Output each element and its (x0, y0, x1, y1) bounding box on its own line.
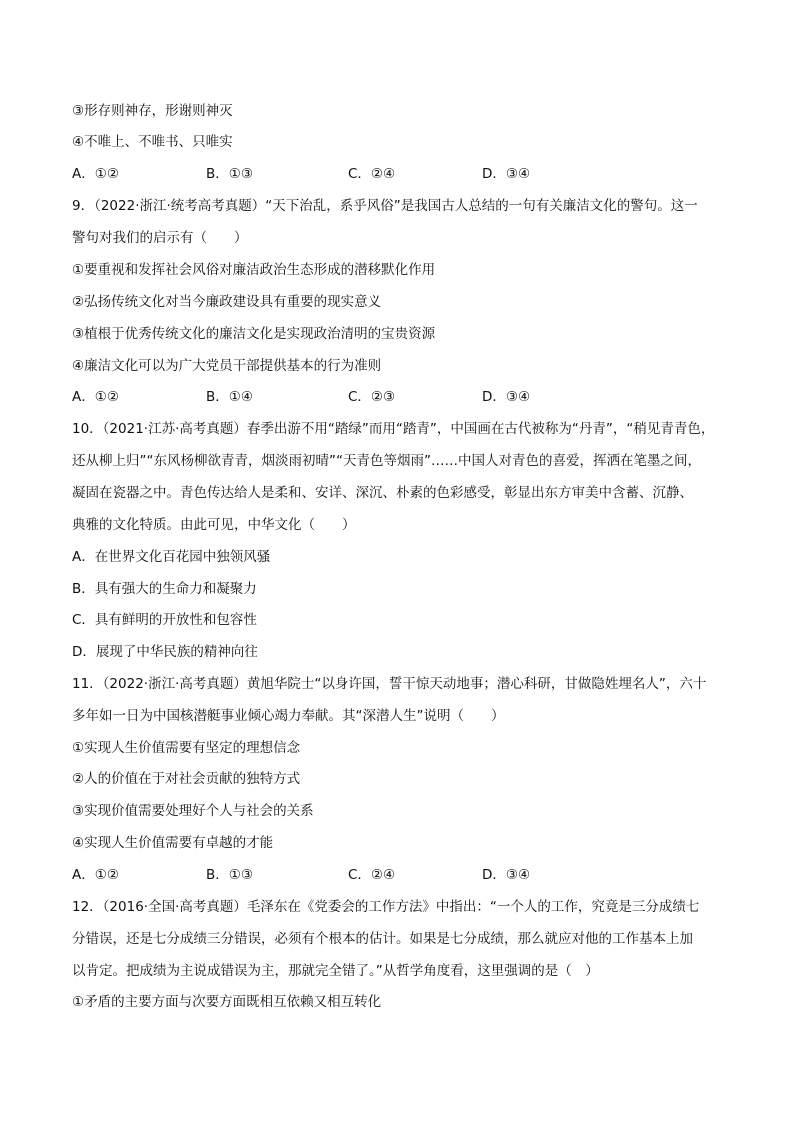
q8-statement-3: ③形存则神存，形谢则神灭 (72, 103, 233, 119)
q11-option-c: C．②④ (348, 867, 396, 883)
q11-option-b: B．①③ (206, 867, 253, 883)
q10-option-a: A．在世界文化百花园中独领风骚 (72, 549, 271, 565)
q11-statement-2: ②人的价值在于对社会贡献的独特方式 (72, 771, 301, 787)
q9-stem-line-1: 9．（2022·浙江·统考高考真题）“天下治乱，系乎风俗”是我国古人总结的一句有关廉洁文化的警句。这一 (72, 198, 698, 214)
q11-stem-line-1: 11．（2022·浙江·高考真题）黄旭华院士“以身许国，誓干惊天动地事；潜心科研，甘做隐姓埋名人”，六十 (72, 676, 707, 692)
q10-option-b: B．具有强大的生命力和凝聚力 (72, 581, 257, 597)
q11-statement-1: ①实现人生价值需要有坚定的理想信念 (72, 740, 301, 756)
q8-statement-4: ④不唯上、不唯书、只唯实 (72, 134, 233, 150)
q10-stem-line-3: 凝固在瓷器之中。青色传达给人是柔和、安详、深沉、朴素的色彩感受，彰显出东方审美中含蓄、沉静、 (72, 485, 693, 501)
q9-option-b: B．①④ (206, 389, 253, 405)
q9-option-d: D．③④ (482, 389, 531, 405)
q10-stem-line-4: 典雅的文化特质。由此可见，中华文化（ ） (72, 517, 356, 533)
q9-option-c: C．②③ (348, 389, 396, 405)
q9-statement-3: ③植根于优秀传统文化的廉洁文化是实现政治清明的宝贵资源 (72, 326, 436, 342)
q11-stem-line-2: 多年如一日为中国核潜艇事业倾心竭力奉献。其“深潜人生”说明（ ） (72, 708, 505, 724)
q9-statement-2: ②弘扬传统文化对当今廉政建设具有重要的现实意义 (72, 294, 382, 310)
q11-statement-4: ④实现人生价值需要有卓越的才能 (72, 835, 274, 851)
q10-option-c: C．具有鲜明的开放性和包容性 (72, 612, 257, 628)
q10-stem-line-2: 还从柳上归”“东风杨柳欲青青，烟淡雨初晴”“天青色等烟雨”……中国人对青色的喜爱，挥洒在笔墨之间， (72, 453, 701, 469)
q11-statement-3: ③实现价值需要处理好个人与社会的关系 (72, 803, 314, 819)
q8-option-d: D．③④ (482, 166, 531, 182)
q9-statement-1: ①要重视和发挥社会风俗对廉洁政治生态形成的潜移默化作用 (72, 262, 436, 278)
q12-statement-1: ①矛盾的主要方面与次要方面既相互依赖又相互转化 (72, 994, 382, 1010)
q12-stem-line-3: 以肯定。把成绩为主说成错误为主，那就完全错了。”从哲学角度看，这里强调的是（ ） (72, 963, 599, 979)
q8-option-b: B．①③ (206, 166, 253, 182)
q11-option-a: A．①② (72, 867, 119, 883)
q12-stem-line-2: 分错误，还是七分成绩三分错误，必须有个根本的估计。如果是七分成绩，那么就应对他的工作基本上加 (72, 931, 693, 947)
q9-statement-4: ④廉洁文化可以为广大党员干部提供基本的行为准则 (72, 358, 382, 374)
q8-option-a: A．①② (72, 166, 119, 182)
q9-option-a: A．①② (72, 389, 119, 405)
q9-stem-line-2: 警句对我们的启示有（ ） (72, 230, 248, 246)
q10-stem-line-1: 10．（2021·江苏·高考真题）春季出游不用“踏绿”而用“踏青”，中国画在古代被称为“丹青”，“稍见青青色， (72, 421, 715, 437)
q12-stem-line-1: 12．（2016·全国·高考真题）毛泽东在《党委会的工作方法》中指出：“一个人的工作，究竟是三分成绩七 (72, 899, 700, 915)
q8-option-c: C．②④ (348, 166, 396, 182)
q10-option-d: D．展现了中华民族的精神向往 (72, 644, 258, 660)
q11-option-d: D．③④ (482, 867, 531, 883)
